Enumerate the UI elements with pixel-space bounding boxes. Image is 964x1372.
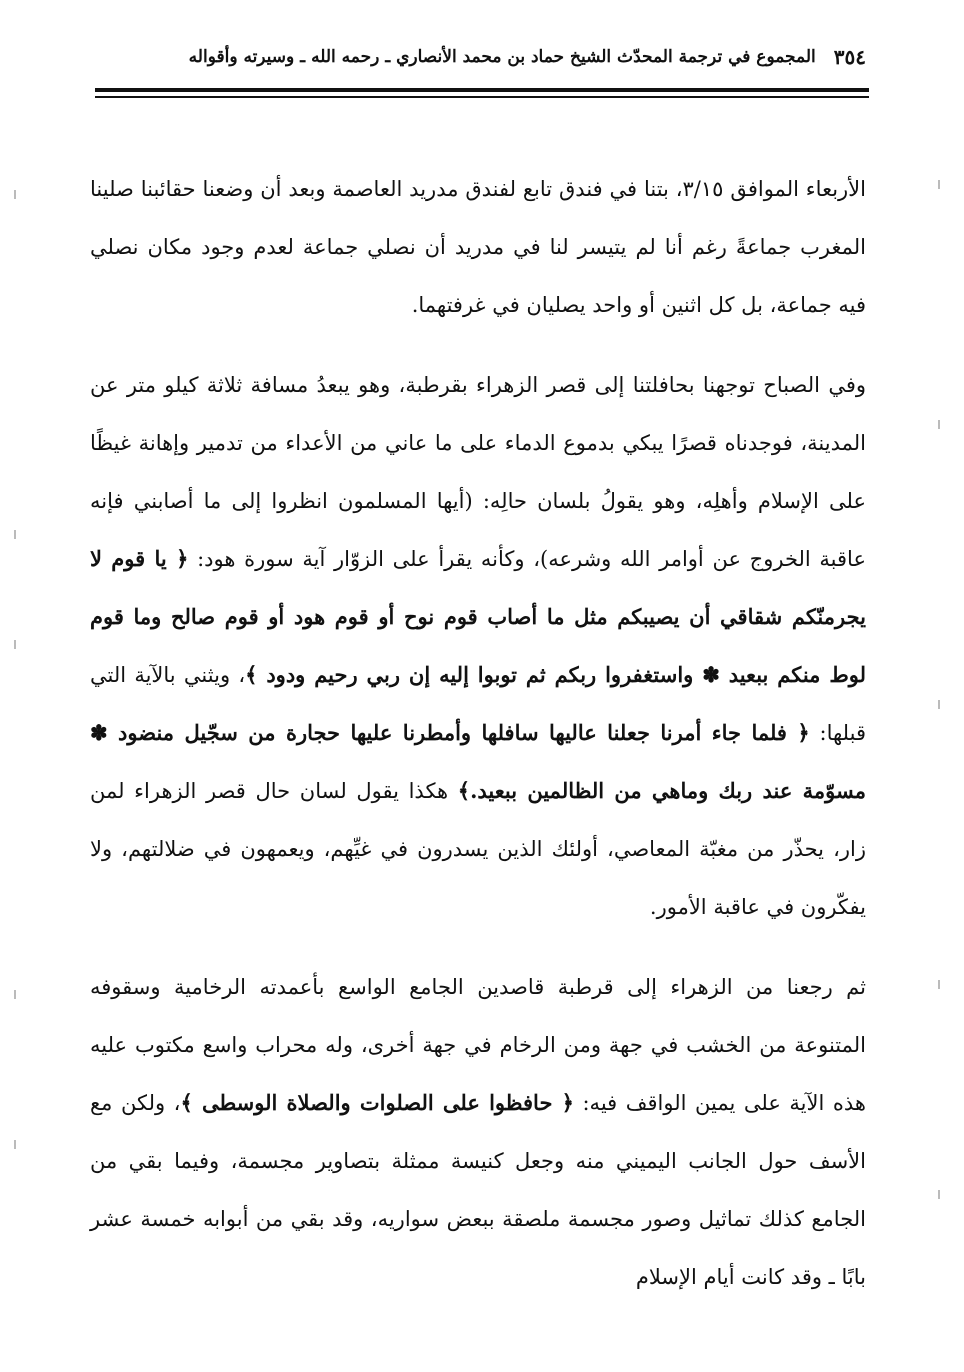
quran-verse-hud-89-90: ﴿ يا قوم لا يجرمنّكم شقاقي أن يصيبكم مثل ما أصاب قوم نوح أو قوم هود أو قوم صالح وما قوم لوط منكم ببعيد ✽ واستغفروا ربكم ثم توبوا إليه إن ربي رحيم ودود ﴾ [90,546,866,687]
scan-margin-marks-left [14,0,26,1372]
paragraph-3 [90,958,866,1306]
running-header [175,40,866,74]
text-segment: ، ويثني بالآية التي قبلها: [90,663,866,745]
running-title: المجموع في ترجمة المحدّث الشيخ حماد بن محمد الأنصاري ـ رحمه الله ـ وسيرته وأقواله [188,47,816,67]
text-segment: وفي الصباح توجهنا بحافلتنا إلى قصر الزهراء بقرطبة، وهو يبعدُ مسافة ثلاثة كيلو متر عن المدينة، فوجدناه قصرًا يبكي بدموع الدماء على ما عاني من الأعداء من تدمير وإهانة غيظًا على الإسلام وأهلِه، وهو يقولُ بلسان حالِه: (أيها المسلمون انظروا إلى ما أصابني فإنه عاقبة الخروج عن أوامر الله وشرعه)، وكأنه يقرأ على الزوّار آية سورة هود: [90,373,866,571]
text-segment: الأربعاء الموافق ٣/١٥، بتنا في فندق تابع لفندق مدريد العاصمة وبعد أن وضعنا حقائبنا صلينا المغرب جماعةً رغم أنا لم يتيسر لنا في مدريد أن نصلي جماعة لعدم وجود مكان نصلي فيه جماعة، بل كل اثنين أو واحد يصليان في غرفتهما. [90,177,866,317]
quran-verse-hud-82-83: ﴿ فلما جاء أمرنا جعلنا عاليها سافلها وأمطرنا عليها حجارة من سجّيل منضود ✽ مسوّمة عند ربك وماهي من الظالمين ببعيد.﴾ [90,720,866,803]
header-rule-thick [95,88,869,92]
body-text [90,160,866,1328]
scan-margin-marks-right [938,0,950,1372]
page-number: ٣٥٤ [833,45,866,69]
quran-verse-baqarah-238: ﴿ حافظوا على الصلوات والصلاة الوسطى ﴾ [180,1090,574,1115]
paragraph-1 [90,160,866,334]
text-segment: هكذا يقول لسان حال قصر الزهراء لمن زار، يحذّر من مغبّة المعاصي، أولئك الذين يسدرون في غيِّهم، ويعمهون في ضلالتهم، ولا يفكّرون في عاقبة الأمور. [90,779,866,919]
paragraph-2 [90,356,866,936]
text-segment: ، ولكن مع الأسف حول الجانب اليميني منه وجعل كنيسة ممثلة بتصاوير مجسمة، وفيما بقي من الجامع كذلك تماثيل وصور مجسمة ملصقة ببعض سواريه، وقد بقي من أبوابه خمسة عشر بابًا ـ وقد كانت أيام الإسلام [90,1091,866,1289]
header-rule-thin [95,96,869,98]
text-segment: ثم رجعنا من الزهراء إلى قرطبة قاصدين الجامع الواسع بأعمدته الرخامية وسقوفه المتنوعة من الخشب في جهة ومن الرخام في جهة أخرى، وله محراب واسع مكتوب عليه هذه الآية على يمين الواقف فيه: [90,975,866,1115]
